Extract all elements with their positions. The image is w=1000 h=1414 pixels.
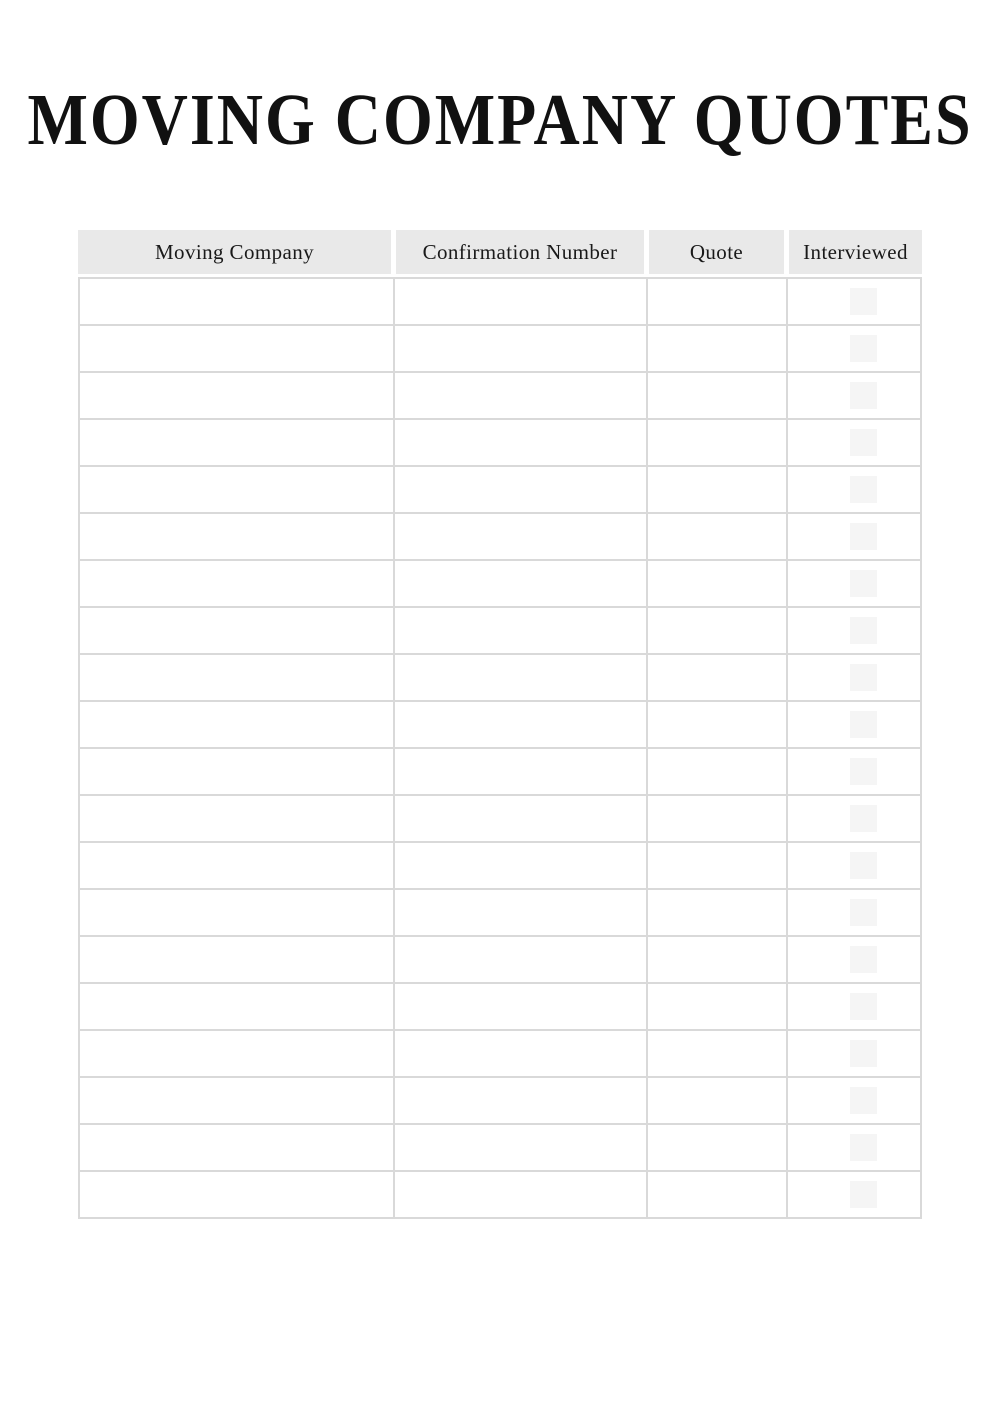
cell-confirmation	[395, 373, 646, 418]
cell-confirmation	[395, 514, 646, 559]
interviewed-checkbox	[850, 429, 877, 456]
cell-confirmation	[395, 608, 646, 653]
cell-company	[80, 1172, 393, 1217]
cell-interviewed	[788, 702, 920, 747]
cell-company	[80, 937, 393, 982]
interviewed-checkbox	[850, 1134, 877, 1161]
cell-company	[80, 1078, 393, 1123]
cell-interviewed	[788, 1078, 920, 1123]
cell-company	[80, 890, 393, 935]
interviewed-checkbox	[850, 993, 877, 1020]
cell-interviewed	[788, 890, 920, 935]
cell-company	[80, 279, 393, 324]
cell-interviewed	[788, 655, 920, 700]
interviewed-checkbox	[850, 1040, 877, 1067]
cell-confirmation	[395, 279, 646, 324]
cell-interviewed	[788, 1172, 920, 1217]
cell-interviewed	[788, 561, 920, 606]
cell-quote	[648, 420, 786, 465]
cell-quote	[648, 655, 786, 700]
cell-company	[80, 702, 393, 747]
cell-quote	[648, 796, 786, 841]
cell-confirmation	[395, 1078, 646, 1123]
cell-company	[80, 1031, 393, 1076]
interviewed-checkbox	[850, 805, 877, 832]
cell-quote	[648, 749, 786, 794]
cell-interviewed	[788, 514, 920, 559]
cell-quote	[648, 1125, 786, 1170]
cell-confirmation	[395, 843, 646, 888]
cell-company	[80, 514, 393, 559]
cell-quote	[648, 890, 786, 935]
cell-confirmation	[395, 796, 646, 841]
cell-confirmation	[395, 655, 646, 700]
cell-quote	[648, 608, 786, 653]
cell-confirmation	[395, 1172, 646, 1217]
cell-interviewed	[788, 1125, 920, 1170]
cell-interviewed	[788, 467, 920, 512]
cell-quote	[648, 467, 786, 512]
cell-interviewed	[788, 373, 920, 418]
cell-interviewed	[788, 749, 920, 794]
cell-confirmation	[395, 1031, 646, 1076]
cell-interviewed	[788, 326, 920, 371]
interviewed-checkbox	[850, 617, 877, 644]
cell-quote	[648, 373, 786, 418]
cell-quote	[648, 1031, 786, 1076]
table-body	[78, 277, 922, 1219]
cell-interviewed	[788, 1031, 920, 1076]
quotes-table	[78, 230, 922, 1219]
cell-quote	[648, 1078, 786, 1123]
cell-confirmation	[395, 420, 646, 465]
interviewed-checkbox	[850, 899, 877, 926]
cell-company	[80, 984, 393, 1029]
column-header-quote: Quote	[649, 230, 784, 274]
cell-company	[80, 561, 393, 606]
cell-quote	[648, 514, 786, 559]
table-header-row	[78, 230, 922, 274]
cell-interviewed	[788, 984, 920, 1029]
cell-quote	[648, 843, 786, 888]
cell-interviewed	[788, 796, 920, 841]
interviewed-checkbox	[850, 523, 877, 550]
interviewed-checkbox	[850, 758, 877, 785]
cell-interviewed	[788, 608, 920, 653]
column-header-confirmation-number: Confirmation Number	[396, 230, 644, 274]
cell-company	[80, 373, 393, 418]
cell-company	[80, 1125, 393, 1170]
cell-confirmation	[395, 702, 646, 747]
cell-confirmation	[395, 890, 646, 935]
cell-quote	[648, 702, 786, 747]
cell-confirmation	[395, 326, 646, 371]
cell-interviewed	[788, 843, 920, 888]
cell-company	[80, 749, 393, 794]
interviewed-checkbox	[850, 288, 877, 315]
column-header-moving-company: Moving Company	[78, 230, 391, 274]
interviewed-checkbox	[850, 382, 877, 409]
interviewed-checkbox	[850, 711, 877, 738]
interviewed-checkbox	[850, 664, 877, 691]
interviewed-checkbox	[850, 476, 877, 503]
cell-quote	[648, 984, 786, 1029]
interviewed-checkbox	[850, 1087, 877, 1114]
cell-company	[80, 420, 393, 465]
cell-interviewed	[788, 279, 920, 324]
interviewed-checkbox	[850, 946, 877, 973]
column-header-interviewed: Interviewed	[789, 230, 922, 274]
cell-quote	[648, 1172, 786, 1217]
cell-company	[80, 467, 393, 512]
cell-company	[80, 796, 393, 841]
cell-confirmation	[395, 467, 646, 512]
cell-confirmation	[395, 749, 646, 794]
interviewed-checkbox	[850, 852, 877, 879]
cell-quote	[648, 937, 786, 982]
cell-interviewed	[788, 420, 920, 465]
cell-quote	[648, 279, 786, 324]
cell-quote	[648, 326, 786, 371]
cell-quote	[648, 561, 786, 606]
cell-company	[80, 843, 393, 888]
cell-confirmation	[395, 1125, 646, 1170]
cell-company	[80, 608, 393, 653]
cell-interviewed	[788, 937, 920, 982]
interviewed-checkbox	[850, 1181, 877, 1208]
cell-confirmation	[395, 937, 646, 982]
interviewed-checkbox	[850, 570, 877, 597]
cell-company	[80, 326, 393, 371]
cell-confirmation	[395, 561, 646, 606]
page-title: MOVING COMPANY QUOTES	[27, 79, 973, 161]
interviewed-checkbox	[850, 335, 877, 362]
cell-company	[80, 655, 393, 700]
cell-confirmation	[395, 984, 646, 1029]
